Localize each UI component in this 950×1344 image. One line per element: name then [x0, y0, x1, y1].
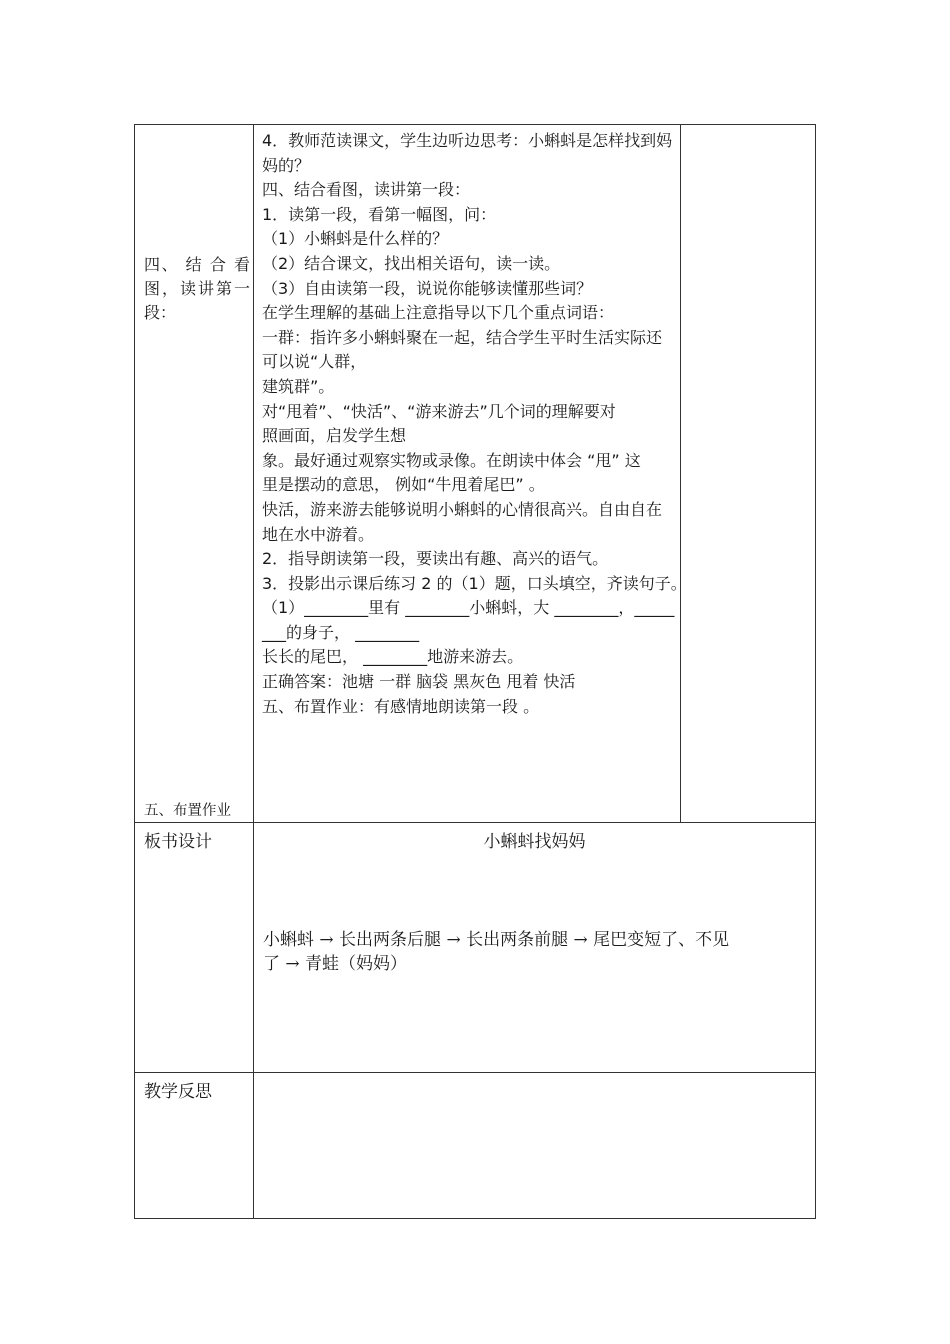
- lesson-line: 妈的？: [262, 155, 311, 175]
- lesson-line: 地在水中游着。: [262, 524, 375, 544]
- board-content-cell: [253, 822, 816, 1073]
- homework-section-label: 五、布置作业: [144, 803, 231, 819]
- lesson-line: 象。最好通过观察实物或录像。在朗读中体会 “甩” 这: [262, 450, 641, 470]
- lesson-line: 3．投影出示课后练习 2 的（1）题，口头填空，齐读句子。: [262, 573, 687, 593]
- lesson-line: 在学生理解的基础上注意指导以下几个重点词语：: [262, 303, 615, 323]
- lesson-section-label: 四、 结 合 看图，读讲第一段：: [144, 255, 250, 322]
- board-design-label: 板书设计: [144, 832, 212, 852]
- lesson-content: [262, 129, 687, 719]
- lesson-line: 四、结合看图，读讲第一段：: [262, 180, 471, 200]
- lesson-line: 照画面，启发学生想: [262, 426, 407, 446]
- reflection-left-cell: [134, 1072, 254, 1219]
- lesson-line: 正确答案：池塘 一群 脑袋 黑灰色 甩着 快活: [262, 672, 576, 692]
- board-left-cell: [134, 822, 254, 1073]
- lesson-line: （1）小蝌蚪是什么样的？: [262, 229, 449, 249]
- lesson-line: 里是摆动的意思， 例如“牛甩着尾巴” 。: [262, 475, 545, 495]
- lesson-left-cell: [134, 124, 254, 823]
- lesson-line: （1）________里有 ________小蝌蚪，大 ________，_____: [262, 598, 675, 618]
- board-title: 小蝌蚪找妈妈: [483, 832, 586, 852]
- lesson-line: 对“甩着”、“快活”、“游来游去”几个词的理解要对: [262, 401, 616, 421]
- lesson-line: 建筑群”。: [262, 376, 335, 396]
- lesson-line: 一群：指许多小蝌蚪聚在一起，结合学生平时生活实际还: [262, 327, 663, 347]
- lesson-content-cell: [253, 124, 687, 823]
- board-flow-line: 小蝌蚪 → 长出两条后腿 → 长出两条前腿 → 尾巴变短了、不见: [263, 930, 730, 950]
- lesson-line: 快活，游来游去能够说明小蝌蚪的心情很高兴。自由自在: [262, 499, 663, 519]
- lesson-line: 长长的尾巴， ________地游来游去。: [262, 647, 524, 667]
- lesson-line: 五、布置作业：有感情地朗读第一段 。: [262, 696, 540, 716]
- lesson-line: （2）结合课文，找出相关语句，读一读。: [262, 253, 561, 273]
- lesson-line: 1．读第一段，看第一幅图，问：: [262, 204, 497, 224]
- lesson-line: （3）自由读第一段，说说你能够读懂那些词？: [262, 278, 593, 298]
- lesson-notes-cell: [680, 124, 816, 823]
- lesson-line: 2．指导朗读第一段，要读出有趣、高兴的语气。: [262, 549, 609, 569]
- reflection-label: 教学反思: [144, 1082, 212, 1102]
- lesson-line: 4．教师范读课文，学生边听边思考：小蝌蚪是怎样找到妈: [262, 131, 673, 150]
- lesson-line: ___的身子， ________: [262, 622, 420, 642]
- reflection-content-cell: [253, 1072, 816, 1219]
- lesson-line: 可以说“人群，: [262, 352, 367, 372]
- board-flow-line: 了 → 青蛙（妈妈）: [263, 954, 408, 974]
